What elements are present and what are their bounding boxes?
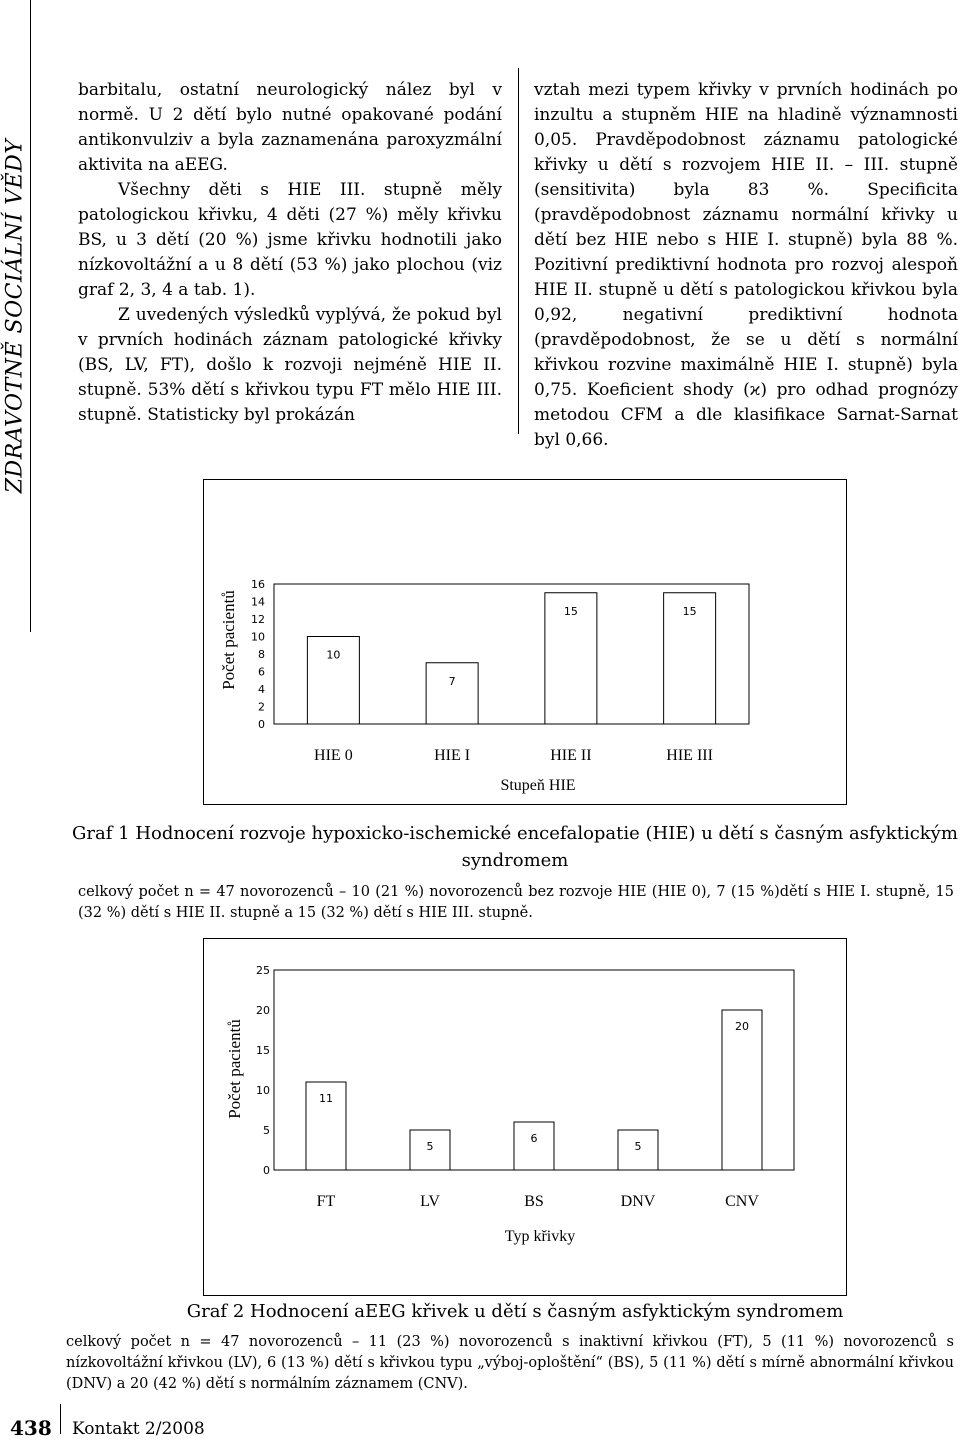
y-tick-label-0: 0 — [263, 1164, 270, 1177]
y-tick-label-3: 15 — [256, 1044, 270, 1057]
data-label-0: 10 — [326, 648, 341, 662]
chart-2-svg — [204, 939, 846, 1295]
y-tick-label-0: 0 — [258, 718, 265, 731]
journal-section-title: ZDRAVOTNĚ SOCIÁLNÍ VĚDY — [2, 138, 28, 494]
x-axis-label: Typ křivky — [504, 1228, 576, 1245]
chart-2-frame — [203, 938, 847, 1296]
paragraph-left-2: Všechny děti s HIE III. stupně měly patologickou křivku, 4 děti (27 %) měly křivku BS, u 3 dětí (20 %) jsme křivku hodnotili jako nízkovoltážní a u 8 dětí (53 %) jako plochou (viz graf 2, 3, 4 a tab. 1). — [78, 180, 502, 300]
x-category-label-0: HIE 0 — [314, 747, 353, 764]
chart-1-svg — [204, 480, 846, 804]
y-tick-label-5: 25 — [256, 964, 270, 977]
paragraph-right-1: vztah mezi typem křivky v prvních hodinách po inzultu a stupněm HIE na hladině významnosti 0,05. Pravděpodobnost záznamu patologické křivky u dětí s rozvojem HIE II. – III. stupně (sensitivita) byla 83 %. Specificita (pravděpodobnost záznamu normální křivky u dětí bez HIE nebo s HIE I. stupně) byla 88 %. Pozitivní prediktivní hodnota pro rozvoj alespoň HIE II. stupně u dětí s patologickou křivkou byla 0,92, negativní prediktivní hodnota (pravděpodobnost, že se u dětí s normální křivkou rozvine maximálně HIE I. stupně) byla 0,75. Koeficient shody (ϰ) pro odhad prognózy metodou CFM a dle klasifikace Sarnat-Sarnat byl 0,66. — [534, 80, 958, 450]
footer-divider — [60, 1404, 61, 1434]
paragraph-left-1: barbitalu, ostatní neurologický nález byl v normě. U 2 dětí bylo nutné opakované podání antikonvulziv a byla zaznamenána paroxyzmální aktivita na aEEG. — [78, 80, 502, 175]
y-axis-label: Počet pacientů — [219, 590, 238, 690]
x-category-label-3: HIE III — [666, 747, 713, 764]
chart-2-note: celkový počet n = 47 novorozenců – 11 (23 %) novorozenců s inaktivní křivkou (FT), 5 (11 %) novorozenců s nízkovoltážní křivkou (LV), 6 (13 %) dětí s křivkou typu „výboj-oploštění“ (BS), 5 (11 %) dětí s mírně abnormální křivkou (DNV) a 20 (42 %) dětí s normálním záznamem (CNV). — [66, 1334, 954, 1392]
y-tick-label-7: 14 — [251, 595, 265, 609]
x-axis-label: Stupeň HIE — [500, 777, 576, 794]
page-number: 438 — [10, 1416, 52, 1440]
bar-2 — [514, 1122, 554, 1170]
x-category-label-1: HIE I — [434, 747, 471, 764]
x-category-label-0: FT — [316, 1193, 336, 1210]
journal-issue: Kontakt 2/2008 — [72, 1419, 205, 1439]
y-tick-label-6: 12 — [251, 613, 265, 626]
data-label-2: 15 — [563, 604, 578, 618]
y-tick-label-2: 10 — [256, 1084, 270, 1097]
y-tick-label-1: 2 — [258, 700, 265, 714]
y-tick-label-4: 8 — [258, 648, 265, 661]
data-label-0: 11 — [319, 1092, 333, 1105]
data-label-1: 7 — [448, 674, 456, 688]
chart-1-caption: Graf 1 Hodnocení rozvoje hypoxicko-ischemické encefalopatie (HIE) u dětí s časným asfyktickým syndromem — [72, 823, 958, 871]
y-tick-label-2: 4 — [258, 683, 265, 696]
data-label-3: 15 — [682, 604, 697, 618]
data-label-2: 6 — [530, 1132, 538, 1145]
y-tick-label-5: 10 — [251, 630, 265, 644]
data-label-3: 5 — [634, 1140, 642, 1153]
y-tick-label-8: 16 — [251, 578, 265, 591]
x-category-label-3: DNV — [620, 1193, 656, 1210]
x-category-label-1: LV — [420, 1193, 440, 1210]
column-divider — [518, 68, 519, 434]
text-column-left — [78, 78, 502, 428]
y-tick-label-1: 5 — [263, 1124, 270, 1137]
chart-1-frame — [203, 479, 847, 805]
x-category-label-4: CNV — [725, 1193, 759, 1210]
y-axis-label: Počet pacientů — [225, 1019, 244, 1119]
y-tick-label-3: 6 — [258, 665, 265, 679]
data-label-1: 5 — [426, 1140, 434, 1153]
x-category-label-2: BS — [524, 1193, 544, 1210]
text-column-right — [534, 78, 958, 453]
x-category-label-2: HIE II — [550, 747, 592, 764]
y-tick-label-4: 20 — [256, 1004, 270, 1017]
data-label-4: 20 — [735, 1020, 749, 1033]
side-title-bar — [0, 0, 31, 632]
bar-1 — [426, 663, 478, 724]
chart-2-caption: Graf 2 Hodnocení aEEG křivek u dětí s časným asfyktickým syndromem — [186, 1301, 844, 1322]
paragraph-left-3: Z uvedených výsledků vyplývá, že pokud byl v prvních hodinách záznam patologické křivky (BS, LV, FT), došlo k rozvoji nejméně HIE II. stupně. 53% dětí s křivkou typu FT mělo HIE III. stupně. Statisticky byl prokázán — [78, 305, 502, 425]
bar-4 — [722, 1010, 762, 1170]
chart-1-note: celkový počet n = 47 novorozenců – 10 (21 %) novorozenců bez rozvoje HIE (HIE 0), 7 (15 %)dětí s HIE I. stupně, 15 (32 %) dětí s HIE II. stupně a 15 (32 %) dětí s HIE III. stupně. — [78, 884, 954, 921]
